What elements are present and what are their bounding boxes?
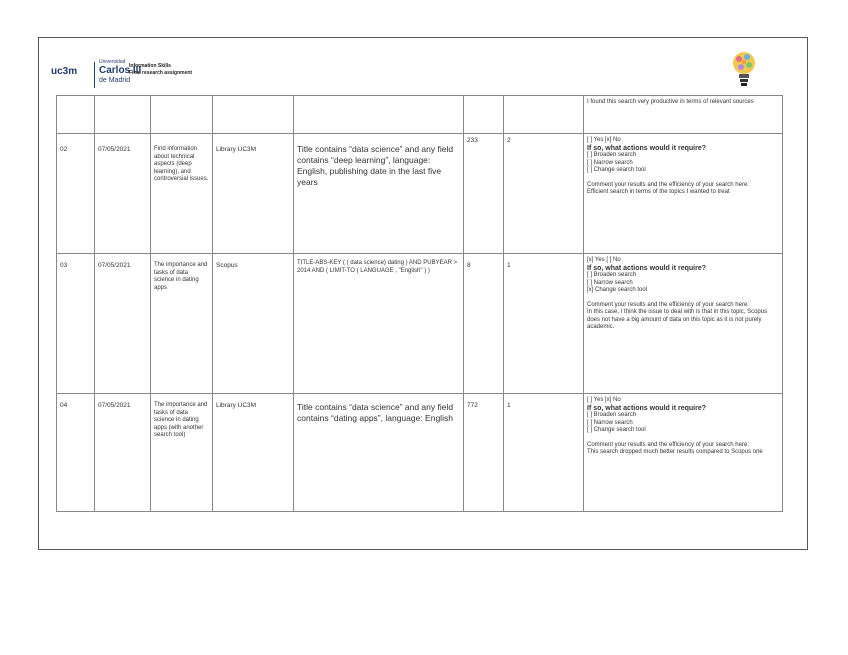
lightbulb-icon bbox=[729, 48, 759, 92]
row-results: 772 bbox=[464, 394, 504, 512]
row-number: 03 bbox=[57, 254, 95, 394]
row-source: Library UC3M bbox=[213, 394, 294, 512]
actions-question: If so, what actions would it require? bbox=[587, 144, 707, 152]
option-narrow: [ ] Narrow search bbox=[587, 279, 633, 286]
table-row bbox=[57, 134, 783, 254]
table-row bbox=[57, 254, 783, 394]
row-comment: I found this search very productive in terms of relevant sources bbox=[584, 96, 783, 134]
option-broaden: [ ] Broaden search bbox=[587, 412, 637, 418]
row-relevant: 2 bbox=[504, 134, 584, 254]
header-title-line1: Information Skills bbox=[129, 63, 171, 69]
row-evaluation bbox=[584, 254, 783, 394]
row-date: 07/05/2021 bbox=[95, 394, 151, 512]
logo-madrid: de Madrid bbox=[99, 77, 131, 84]
comment-text: Efficient search in terms of the topics I wanted to treat bbox=[587, 189, 730, 195]
uc3m-logo: uc3m bbox=[51, 66, 78, 77]
row-relevant: 1 bbox=[504, 394, 584, 512]
row-source: Scopus bbox=[213, 254, 294, 394]
row-date: 07/05/2021 bbox=[95, 134, 151, 254]
option-narrow: [ ] Narrow search bbox=[587, 159, 633, 166]
row-date: 07/05/2021 bbox=[95, 254, 151, 394]
option-broaden: [ ] Broaden search bbox=[587, 272, 637, 278]
option-change-tool: [ ] Change search tool bbox=[587, 167, 646, 173]
actions-question: If so, what actions would it require? bbox=[587, 264, 707, 272]
comment-label: Comment your results and the efficiency of your search here: bbox=[587, 301, 749, 308]
search-log-table bbox=[56, 95, 783, 512]
comment-text: This search dropped much better results compared to Scopus one bbox=[587, 449, 763, 455]
document-page bbox=[38, 37, 808, 550]
yes-no: [ ] Yes [x] No bbox=[587, 397, 621, 403]
row-number: 02 bbox=[57, 134, 95, 254]
option-narrow: [ ] Narrow search bbox=[587, 419, 633, 426]
row-topic: Find information about technical aspects (deep learning), and controversial issues. bbox=[151, 134, 213, 254]
table-row bbox=[57, 394, 783, 512]
yes-no: [ ] Yes [x] No bbox=[587, 137, 621, 143]
logo-universidad: Universidad bbox=[99, 59, 126, 65]
option-broaden: [ ] Broaden search bbox=[587, 152, 637, 158]
row-results: 8 bbox=[464, 254, 504, 394]
row-query: Title contains “data science” and any field contains “deep learning”, language: English, publishing date in the last five years bbox=[294, 134, 464, 254]
comment-text: In this case, I think the issue to deal with is that in this topic, Scopus does not have a big amount of data on this topic as it is not purely academic. bbox=[587, 309, 768, 330]
row-query: Title contains “data science” and any field contains “dating apps”, language: English bbox=[294, 394, 464, 512]
option-change-tool: [x] Change search tool bbox=[587, 287, 648, 293]
yes-no: [x] Yes [ ] No bbox=[587, 257, 621, 263]
header-title-line2: Final research assignment bbox=[129, 70, 193, 76]
logo-divider bbox=[94, 62, 95, 88]
logo-carlos: Carlos III bbox=[99, 65, 142, 76]
page-header bbox=[39, 38, 807, 94]
row-topic: The importance and tasks of data science in dating apps bbox=[151, 254, 213, 394]
row-source: Library UC3M bbox=[213, 134, 294, 254]
table-row bbox=[57, 96, 783, 134]
option-change-tool: [ ] Change search tool bbox=[587, 427, 646, 433]
row-evaluation bbox=[584, 134, 783, 254]
comment-label: Comment your results and the efficiency of your search here: bbox=[587, 181, 749, 188]
row-relevant: 1 bbox=[504, 254, 584, 394]
comment-label: Comment your results and the efficiency of your search here: bbox=[587, 441, 749, 448]
row-results: 233 bbox=[464, 134, 504, 254]
row-topic: The importance and tasks of data science in dating apps (with another search tool) bbox=[151, 394, 213, 512]
actions-question: If so, what actions would it require? bbox=[587, 404, 707, 412]
row-number: 04 bbox=[57, 394, 95, 512]
row-query: TITLE-ABS-KEY ( ( data science) dating ) AND PUBYEAR > 2014 AND ( LIMIT-TO ( LANGUAGE , "English" ) ) bbox=[294, 254, 464, 394]
row-evaluation bbox=[584, 394, 783, 512]
